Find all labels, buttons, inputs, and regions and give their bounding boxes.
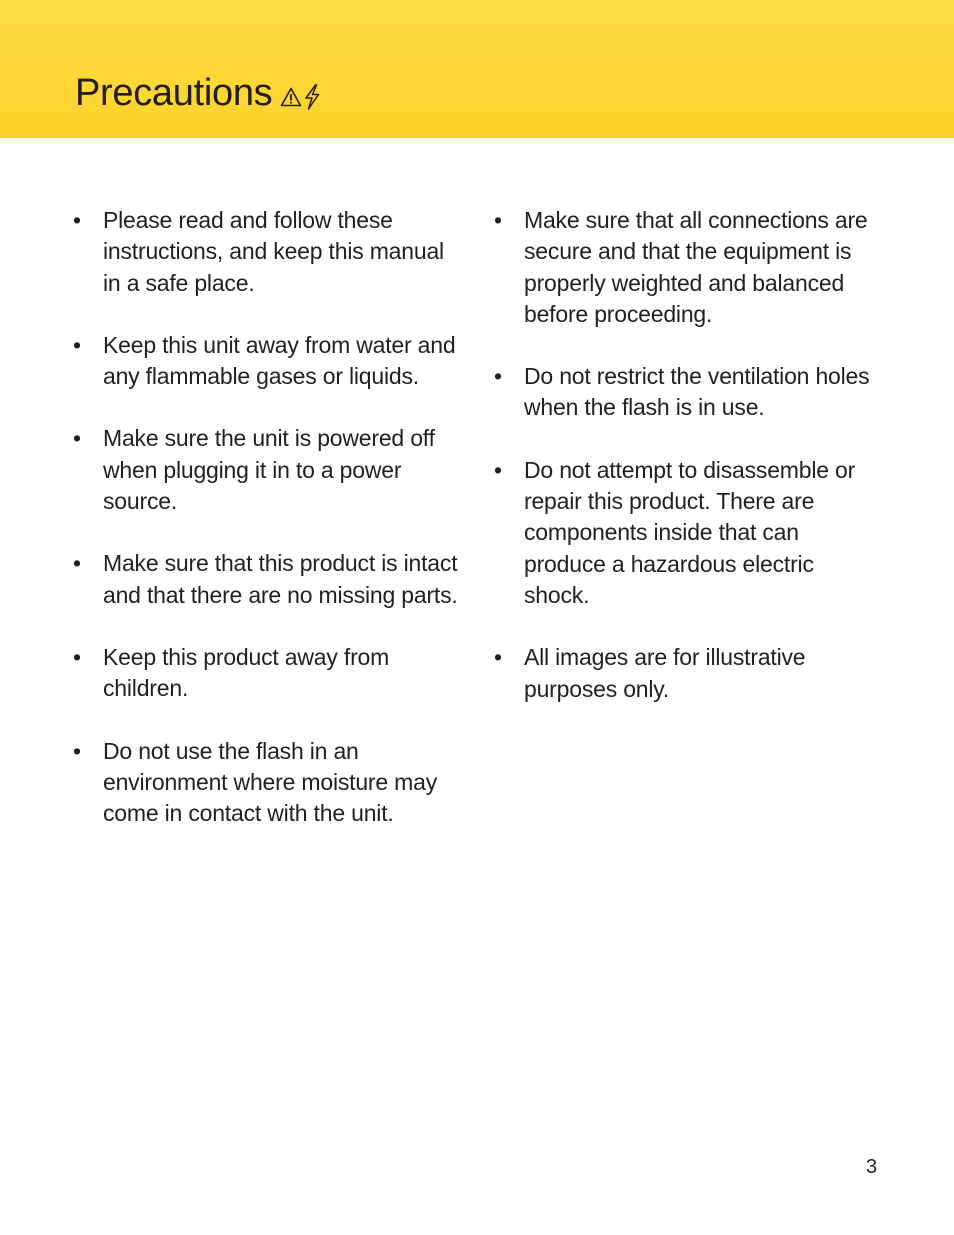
bullet: •: [73, 643, 81, 670]
list-item: [73, 205, 463, 299]
list-item: [494, 455, 884, 611]
lightning-bolt-icon: [302, 84, 322, 110]
bullet: •: [73, 207, 81, 233]
list-item-text: Keep this product away from children.: [103, 643, 390, 702]
list-item: [73, 642, 463, 705]
bullet: •: [73, 425, 81, 452]
list-item-text: Do not attempt to disassemble or repair this product. There are components inside that can produce a hazardous electric shock.: [524, 456, 856, 608]
bullet: •: [73, 737, 81, 764]
list-item-text: Make sure the unit is powered off when plugging it in to a power source.: [103, 425, 435, 515]
list-item: [73, 736, 463, 830]
bullet: •: [494, 363, 502, 390]
list-item: [73, 330, 463, 393]
list-item: [494, 642, 884, 705]
page-title-text: Precautions: [75, 72, 273, 114]
bullet: •: [494, 456, 502, 483]
page-number: 3: [866, 1156, 878, 1178]
bullet: •: [73, 550, 81, 577]
list-item: [73, 423, 463, 517]
list-item-text: Keep this unit away from water and any flammable gases or liquids.: [103, 331, 456, 390]
bullet: •: [494, 644, 502, 671]
precautions-right-column: [494, 205, 884, 736]
bullet: •: [494, 207, 502, 233]
list-item-text: Do not use the flash in an environment where moisture may come in contact with the unit.: [103, 737, 438, 827]
list-item: [494, 205, 884, 330]
list-item: [494, 361, 884, 424]
warning-triangle-icon: [280, 87, 302, 107]
list-item-text: Do not restrict the ventilation holes when the flash is in use.: [524, 363, 870, 421]
list-item-text: All images are for illustrative purposes only.: [524, 644, 806, 702]
title-icons: [280, 72, 322, 118]
list-item-text: Make sure that this product is intact and that there are no missing parts.: [103, 550, 458, 608]
list-item: [73, 548, 463, 611]
precautions-left-column: [73, 205, 463, 860]
page-title: [75, 70, 322, 118]
list-item-text: Make sure that all connections are secure and that the equipment is properly weighted and balanced before proceeding.: [524, 207, 868, 327]
list-item-text: Please read and follow these instructions, and keep this manual in a safe place.: [103, 207, 444, 296]
bullet: •: [73, 331, 81, 358]
